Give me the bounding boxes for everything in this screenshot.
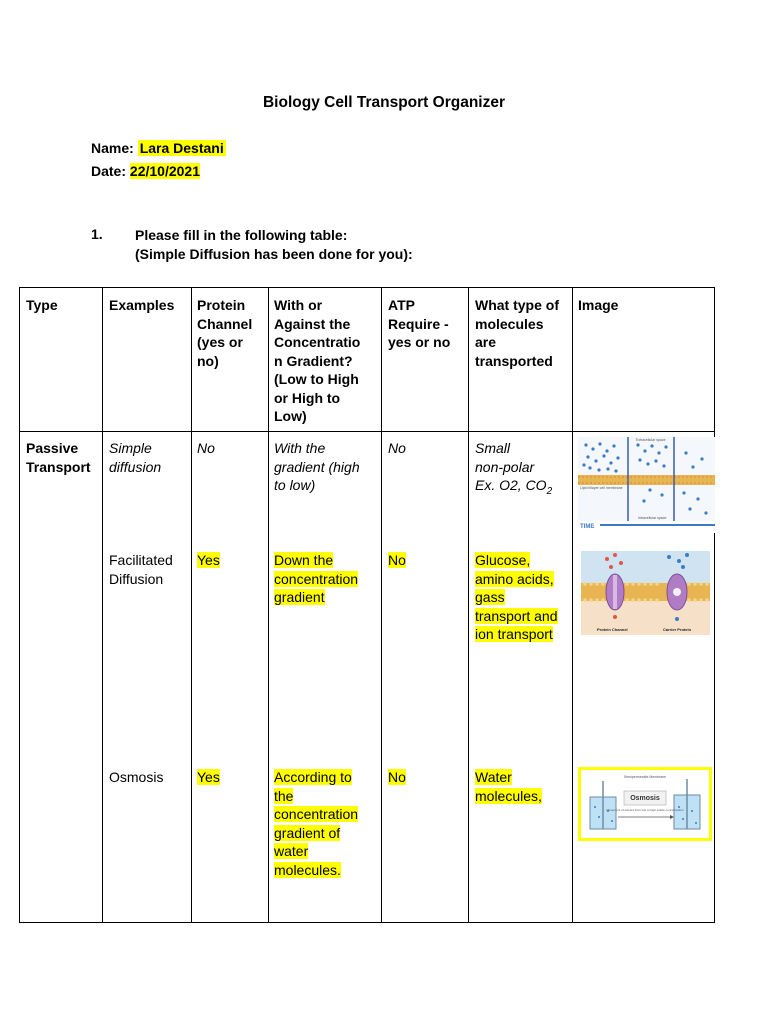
- row3-atp: No: [388, 769, 406, 785]
- row3-protein: Yes: [197, 769, 220, 785]
- header-type: Type: [26, 297, 58, 313]
- date-label: Date:: [91, 163, 127, 179]
- name-label: Name:: [91, 140, 134, 156]
- header-molecules: What type of molecules are transported: [475, 297, 559, 369]
- header-protein-channel: Protein Channel (yes or no): [197, 297, 253, 369]
- table-border-bottom: [19, 922, 715, 923]
- row1-gradient: With the gradient (high to low): [274, 440, 360, 493]
- date-value: 22/10/2021: [129, 163, 200, 179]
- table-border-right: [714, 287, 715, 923]
- date-field: [91, 163, 200, 179]
- transport-table: [19, 287, 715, 923]
- facilitated-diffusion-image: [581, 551, 710, 635]
- col-divider: [102, 287, 103, 923]
- row1-molecules: Small non-polar Ex. O2, $CO_2$: [475, 440, 553, 497]
- header-gradient: With or Against the Concentratio n Gradient? (Low to High or High to Low): [274, 297, 361, 424]
- facilitated-diffusion-diagram: [581, 551, 710, 635]
- svg-text:Lipid bilayer cell membrane: Lipid bilayer cell membrane: [580, 486, 623, 490]
- row2-molecules: Glucose, amino acids, gass transport and ion transport: [475, 552, 558, 642]
- osmosis-title: Osmosis: [630, 795, 660, 802]
- osmosis-image: [578, 767, 712, 841]
- instruction-line-1: Please fill in the following table:: [135, 227, 348, 243]
- row1-protein: No: [197, 440, 215, 456]
- row2-protein: Yes: [197, 552, 220, 568]
- name-value: Lara Destani: [139, 140, 224, 156]
- svg-text:Intracellular space: Intracellular space: [638, 516, 667, 520]
- osmosis-diagram: [578, 767, 712, 841]
- row2-example: Facilitated Diffusion: [109, 552, 173, 587]
- svg-text:Extracellular space: Extracellular space: [636, 438, 666, 442]
- svg-text:Semipermeable Membrane: Semipermeable Membrane: [623, 775, 667, 779]
- row2-atp: No: [388, 552, 406, 568]
- row1-example: Simple diffusion: [109, 440, 162, 475]
- col-divider: [381, 287, 382, 923]
- table-header-divider: [19, 431, 715, 432]
- name-field: [91, 140, 226, 156]
- row1-atp: No: [388, 440, 406, 456]
- row2-gradient: Down the concentration gradient: [274, 552, 359, 605]
- page-title: Biology Cell Transport Organizer: [262, 94, 505, 111]
- cell-membrane: [578, 475, 715, 485]
- type-value: Passive Transport: [26, 440, 91, 475]
- instruction-line-2: (Simple Diffusion has been done for you):: [135, 245, 413, 262]
- svg-text:Movement of solvent from low t: Movement of solvent from low to high solute concentration: [606, 808, 684, 812]
- simple-diffusion-image: [578, 437, 715, 533]
- row3-gradient: According to the concentration gradient of water molecules.: [274, 769, 359, 878]
- header-atp: ATP Require - yes or no: [388, 297, 451, 350]
- time-label: TIME: [580, 524, 595, 530]
- header-examples: Examples: [109, 297, 175, 313]
- simple-diffusion-diagram: [578, 437, 715, 533]
- instruction-text: [135, 226, 413, 263]
- col-divider: [191, 287, 192, 923]
- row3-molecules: Water molecules,: [475, 769, 542, 804]
- instruction-number: 1.: [91, 226, 103, 242]
- table-border-left: [19, 287, 20, 923]
- col-divider: [468, 287, 469, 923]
- row3-example: Osmosis: [109, 769, 164, 785]
- col-divider: [268, 287, 269, 923]
- svg-text:Protein Channel: Protein Channel: [597, 627, 628, 632]
- svg-text:Carrier Protein: Carrier Protein: [663, 627, 692, 632]
- table-border-top: [19, 287, 715, 288]
- col-divider: [572, 287, 573, 923]
- header-image: Image: [578, 297, 619, 313]
